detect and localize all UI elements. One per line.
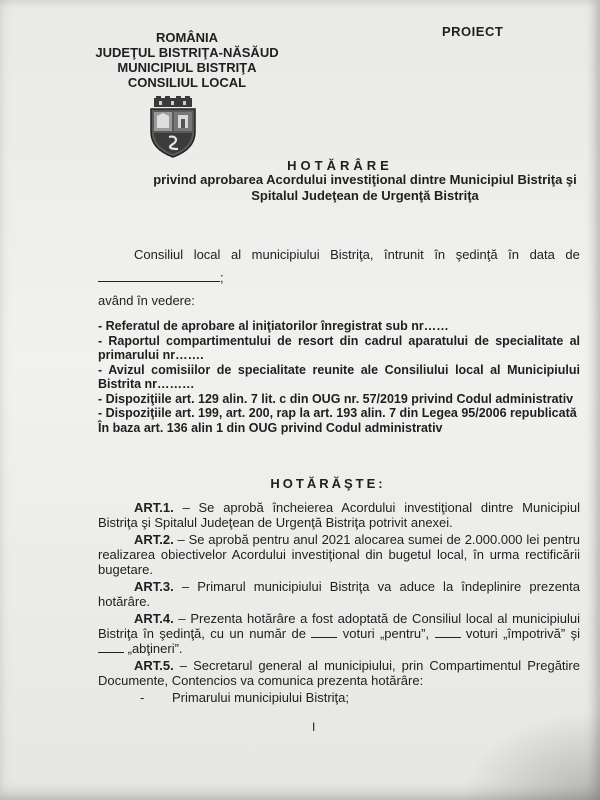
decides-heading: HOTĂRĂŞTE:	[270, 476, 386, 491]
page-number: I	[312, 720, 316, 734]
intro-paragraph	[98, 246, 580, 286]
legal-basis-list	[98, 319, 580, 435]
article-5: ART.5. – Secretarul general al municipiului, prin Compartimentul Pregătire Documente, Contencios va comunica prezenta hotărâre:	[98, 658, 580, 688]
header-line-municipality: MUNICIPIUL BISTRIŢA	[117, 60, 257, 75]
abstentions-blank	[98, 641, 124, 653]
issuer-header	[92, 30, 282, 90]
articles-list	[98, 500, 580, 705]
intro-line: Consiliul local al municipiului Bistriţa, întrunit în şedinţă în data de	[134, 247, 580, 262]
header-line-country: ROMÂNIA	[155, 30, 219, 45]
document-subtitle: privind aprobarea Acordului investiţional dintre Municipiul Bistriţa şi Spitalul Judeţean de Urgenţă Bistriţa	[153, 172, 577, 203]
legal-basis-item: În baza art. 136 alin 1 din OUG privind Codul administrativ	[98, 420, 443, 435]
article-2: ART.2. – Se aprobă pentru anul 2021 alocarea sumei de 2.000.000 lei pentru realizarea obiectivelor Acordului investiţional din bugetul local, în urma rectificării bugetare.	[98, 532, 580, 577]
header-line-county: JUDEŢUL BISTRIŢA-NĂSĂUD	[95, 45, 279, 60]
votes-for-blank	[311, 626, 337, 638]
recipient-item: - Primarului municipiului Bistriţa;	[140, 690, 349, 705]
article-3: ART.3. – Primarul municipiului Bistriţa va aduce la îndeplinire prezenta hotărâre.	[98, 579, 580, 609]
photo-shadow	[460, 710, 600, 800]
having-regard-label: având în vedere:	[98, 293, 195, 308]
proiect-label: PROIECT	[442, 24, 504, 39]
intro-date-line: ;	[98, 267, 580, 286]
article-1: ART.1. – Se aprobă încheierea Acordului investiţional dintre Municipiul Bistriţa şi Spitalul Judeţean de Urgenţă Bistriţa potrivit anexei.	[98, 500, 580, 530]
document-title: HOTĂRÂRE	[287, 158, 393, 173]
votes-against-blank	[435, 626, 461, 638]
header-line-council: CONSILIUL LOCAL	[127, 75, 247, 90]
date-blank	[98, 267, 220, 282]
legal-basis-item: - Dispoziţiile art. 129 alin. 7 lit. c din OUG nr. 57/2019 privind Codul administrativ	[98, 391, 574, 406]
legal-basis-item: - Avizul comisiilor de specialitate reunite ale Consiliului local al Municipiului Bistrita nr………	[98, 362, 580, 391]
coat-of-arms-icon	[145, 96, 201, 158]
legal-basis-item: - Referatul de aprobare al iniţiatorilor înregistrat sub nr……	[98, 319, 449, 333]
legal-basis-item: - Dispoziţiile art. 199, art. 200, rap la art. 193 alin. 7 din Legea 95/2006 republicată	[98, 406, 577, 420]
article-4: ART.4. – Prezenta hotărâre a fost adoptată de Consiliul local al municipiului Bistriţa în şedinţă, cu un număr de voturi „pentru”, voturi „împotrivă” şi „abţineri”.	[98, 611, 581, 656]
legal-basis-item: - Raportul compartimentului de resort din cadrul aparatului de specialitate al primarului nr…….	[98, 333, 580, 362]
